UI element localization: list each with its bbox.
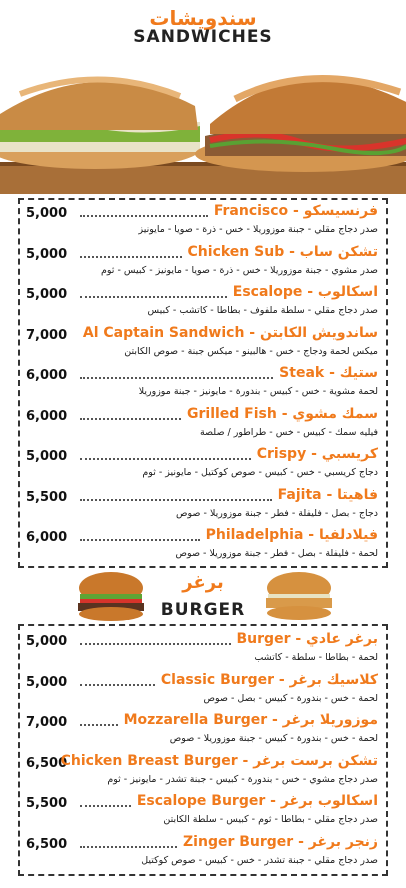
item-name: Zinger Burger - زنجر برغر xyxy=(183,833,378,850)
item-description: لحمة مشوية - خس - كبيس - بندورة - مايونيز - جبنة موزوريلا xyxy=(138,386,378,397)
sandwiches-title-ar: سندويشات xyxy=(149,6,257,30)
item-name: Steak - ستيك xyxy=(279,365,378,381)
item-price: 5,000 xyxy=(26,634,68,649)
dot-leader xyxy=(80,539,200,541)
item-price: 7,000 xyxy=(26,715,68,730)
sandwiches-photo xyxy=(0,44,406,194)
dot-leader xyxy=(80,805,131,807)
item-description: دجاج - بصل - فليفلة - فطر - جبنة موزوريلا - صوص xyxy=(176,507,378,519)
menu-item xyxy=(18,283,388,323)
item-description: صدر مشوي - جبنة موزوريلا - خس - ذرة - صويا - مايونيز - كبيس - ثوم xyxy=(100,264,378,276)
dot-leader xyxy=(80,846,177,848)
item-price: 5,500 xyxy=(26,489,68,505)
menu-item xyxy=(18,752,388,792)
menu-item xyxy=(18,364,388,404)
item-price: 5,000 xyxy=(26,287,68,302)
menu-item xyxy=(18,526,388,566)
item-description: صدر دجاج مشوي - خس - بندورة - كبيس - جبنة تشدر - مايونيز - ثوم xyxy=(107,773,378,785)
menu-item xyxy=(18,202,388,242)
item-price: 5,000 xyxy=(26,206,68,221)
menu-item xyxy=(18,833,388,873)
item-description: صدر دجاج مقلي - سلطة ملفوف - بطاطا - كاتشب - كبيس xyxy=(147,305,378,316)
item-name: Crispy - كريسبي xyxy=(256,446,378,462)
item-description: لحمة - بطاطا - سلطة - كاتشب xyxy=(254,652,378,663)
item-price: 6,500 xyxy=(26,836,68,852)
item-price: 5,000 xyxy=(26,674,68,690)
item-price: 5,000 xyxy=(26,449,68,464)
item-description: صدر دجاج مقلي - جبنة موزوريلا - خس - ذرة - صويا - مايونيز xyxy=(138,224,378,235)
item-price: 6,000 xyxy=(26,368,68,383)
item-description: لحمة - خس - بندورة - كبيس - جبنة موزوريلا - صوص xyxy=(169,733,378,744)
dot-leader xyxy=(80,643,231,645)
item-description: دجاج كريسبي - خس - كبيس - صوص كوكتيل - مايونيز - ثوم xyxy=(142,467,378,478)
item-price: 5,000 xyxy=(26,246,68,262)
dot-leader xyxy=(80,377,273,379)
menu-item xyxy=(18,445,388,485)
item-price: 5,500 xyxy=(26,796,68,811)
item-name: Burger - برغر عادي xyxy=(236,631,378,647)
item-name: Mozzarella Burger - موزوريلا برغر xyxy=(123,712,378,728)
menu-item xyxy=(18,671,388,711)
item-name: Escalope Burger - اسكالوب برغر xyxy=(136,793,378,809)
menu-item xyxy=(18,630,388,670)
dot-leader xyxy=(80,256,182,258)
item-name: Francisco - فرنسيسكو xyxy=(213,203,378,219)
dot-leader xyxy=(80,724,118,726)
item-description: صدر دجاج مقلي - بطاطا - ثوم - كبيس - سلطة الكابتن xyxy=(163,814,378,825)
item-name: Al Captain Sandwich - ساندويش الكابتن xyxy=(82,324,378,341)
item-name: Philadelphia - فيلادلفيا xyxy=(205,527,378,543)
item-description: ميكس لحمة ودجاج - خس - هالبينو - ميكس جبنة - صوص الكابتن xyxy=(124,345,378,357)
item-price: 6,000 xyxy=(26,530,68,545)
dot-leader xyxy=(80,418,181,420)
item-price: 7,000 xyxy=(26,327,68,343)
item-description: لحمة - خس - بندورة - كبيس - بصل - صوص xyxy=(203,692,378,704)
item-price: 6,500 xyxy=(26,755,68,771)
menu-item xyxy=(18,324,388,364)
item-name: Classic Burger - كلاسيك برغر xyxy=(160,671,378,688)
item-name: Grilled Fish - سمك مشوي xyxy=(187,405,378,422)
item-price: 6,000 xyxy=(26,408,68,424)
dot-leader xyxy=(80,499,272,501)
item-description: فيليه سمك - كبيس - خس - طراطور / صلصة xyxy=(199,426,378,438)
burger-title-ar: برغر xyxy=(182,572,224,593)
menu-item xyxy=(18,711,388,751)
burger-title-en: BURGER xyxy=(160,600,246,620)
item-name: Escalope - اسكالوب xyxy=(232,284,378,300)
dot-leader xyxy=(80,296,227,298)
item-name: Fajita - فاهيتا xyxy=(277,486,378,503)
sandwiches-title-en: SANDWICHES xyxy=(133,27,273,47)
item-name: Chicken Sub - تشكن ساب xyxy=(187,243,378,260)
dot-leader xyxy=(80,458,251,460)
menu-item xyxy=(18,792,388,832)
item-description: صدر دجاج مقلي - جبنة تشدر - خس - كبيس - صوص كوكتيل xyxy=(141,854,378,866)
item-name: Chicken Breast Burger - تشكن برست برغر xyxy=(60,752,378,769)
dot-leader xyxy=(80,684,155,686)
item-description: لحمة - فليفلة - بصل - فطر - جبنة موزوريلا - صوص xyxy=(175,548,378,559)
menu-item xyxy=(18,405,388,445)
menu-item xyxy=(18,486,388,526)
dot-leader xyxy=(80,215,208,217)
menu-item xyxy=(18,243,388,283)
